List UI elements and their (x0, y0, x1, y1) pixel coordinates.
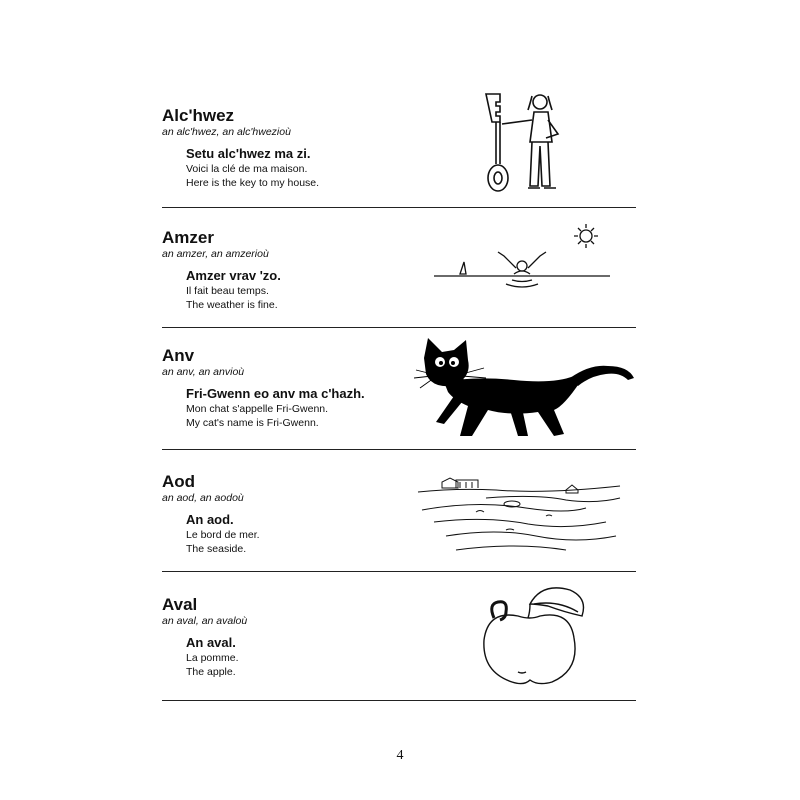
french-translation: Mon chat s'appelle Fri-Gwenn. (186, 403, 329, 415)
breton-phrase: An aval. (186, 635, 236, 650)
french-translation: Le bord de mer. (186, 529, 260, 541)
english-translation: Here is the key to my house. (186, 177, 320, 189)
breton-phrase: An aod. (186, 512, 234, 527)
english-translation: My cat's name is Fri-Gwenn. (186, 417, 319, 429)
word-forms: an alc'hwez, an alc'hwezioù (162, 126, 291, 138)
headword: Aval (162, 595, 198, 614)
person-holding-key-icon (478, 86, 578, 198)
word-forms: an aval, an avaloù (162, 615, 248, 627)
french-translation: Voici la clé de ma maison. (186, 163, 308, 175)
english-translation: The weather is fine. (186, 299, 278, 311)
french-translation: Il fait beau temps. (186, 285, 269, 297)
headword: Alc'hwez (162, 106, 235, 125)
apple-with-worm-icon (478, 582, 588, 686)
breton-phrase: Amzer vrav 'zo. (186, 268, 281, 283)
swimmer-sun-icon (432, 222, 612, 298)
separator (162, 449, 636, 450)
french-translation: La pomme. (186, 652, 239, 664)
headword: Amzer (162, 228, 214, 247)
separator (162, 700, 636, 701)
word-forms: an amzer, an amzerioù (162, 248, 269, 260)
example-block (186, 386, 376, 430)
breton-phrase: Setu alc'hwez ma zi. (186, 146, 311, 161)
separator (162, 327, 636, 328)
breton-phrase: Fri-Gwenn eo anv ma c'hazh. (186, 386, 365, 401)
english-translation: The seaside. (186, 543, 247, 555)
headword: Aod (162, 472, 196, 491)
word-forms: an aod, an aodoù (162, 492, 244, 504)
word-forms: an anv, an anvioù (162, 366, 245, 378)
seaside-landscape-icon (416, 470, 622, 560)
separator (162, 571, 636, 572)
headword: Anv (162, 346, 195, 365)
page-number: 4 (396, 748, 404, 763)
english-translation: The apple. (186, 666, 236, 678)
separator (162, 207, 636, 208)
black-cat-icon (414, 336, 636, 444)
